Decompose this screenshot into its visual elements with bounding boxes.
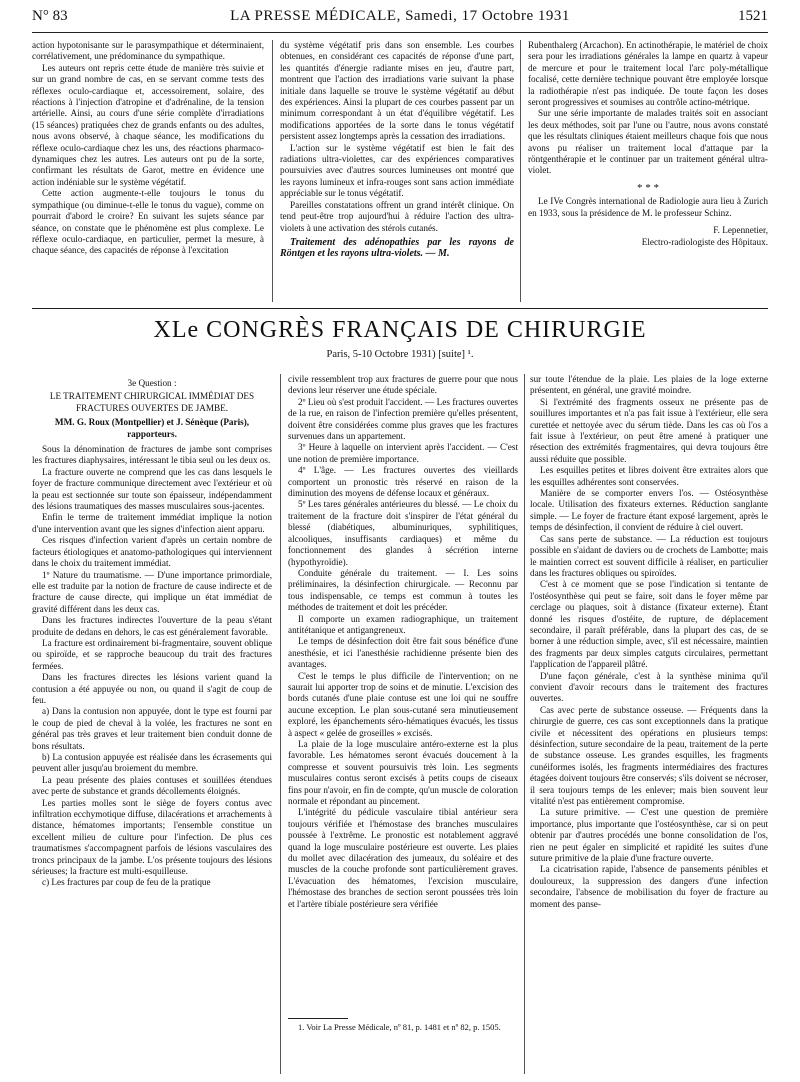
paragraph: Le temps de désinfection doit être fait sous bénéfice d'une anesthésie, et ici l'anesthésie rachidienne présente bien des avantages. [288,636,518,670]
paragraph: 3º Heure à laquelle on intervient après l'accident. — C'est une notion de première importance. [288,442,518,464]
footnote-rule [288,1018,348,1019]
paragraph: civile ressemblent trop aux fractures de guerre pour que nous devions leur réserver une étude spéciale. [288,374,518,396]
paragraph: La plaie de la loge musculaire antéro-externe est la plus favorable. Les hématomes seront évacués doucement à la compresse et souvent poursuivis très loin. Les segments musculaires contus seront excisés à petits coups de ciseaux fins pour n'avoir, en fin de compte, qu'un muscle de coloration normale et répondant au pincement. [288,739,518,807]
journal-title: LA PRESSE MÉDICALE, Samedi, 17 Octobre 1931 [230,8,570,24]
footnote-text: 1. Voir La Presse Médicale, nº 81, p. 1481 et nº 82, p. 1505. [298,1022,501,1032]
paragraph: C'est à ce moment que se pose l'indication si tentante de l'ostéosynthèse qui peut se faire, soit dans le foyer même par cerclage ou plaques, soit à distance (fixateur externe). Étant donné les risques d'ostéite, de rupture, de déplacement secondaire, il paraît préférable, dans la plupart des cas, de se borner à une réduction simple, avec, s'il est nécessaire, maintien des fragments par deux simples catguts circulaires, permettant l'application de l'appareil plâtré. [530,579,768,670]
paragraph: C'est le temps le plus difficile de l'intervention; on ne saurait lui apporter trop de soins et de minutie. L'excision des bords cutanés d'une plaie contuse est une loi qui ne souffre aucune exception. Le plan sous-cutané sera minutieusement exploré, les épanchements séro-hématiques évacués, les tissus à aspect « gelée de groseilles » excisés. [288,670,518,738]
paragraph: c) Les fractures par coup de feu de la pratique [42,877,211,888]
paragraph: La fracture ouverte ne comprend que les cas dans lesquels le foyer de fracture communique directement avec l'extérieur et où la peau est sectionnée sur toute son épaisseur, indépendamment des lésions traumatiques des masses musculaires sous-jacentes. [32,466,272,512]
header-rule [32,32,768,33]
column-divider [280,374,281,1074]
paragraph: 4º L'âge. — Les fractures ouvertes des vieillards comportent un pronostic très réservé en raison de la diminution des moyens de défense locaux et généraux. [288,465,518,499]
paragraph: Il comporte un examen radiographique, un traitement antitétanique et antigangreneux. [288,613,518,635]
separator-stars: * * * [637,181,659,194]
paragraph: Rubenthalerg (Arcachon). En actinothérapie, le matériel de choix sera pour les irradiations générales la lampe en quartz à vapeur de mercure et pour le traitement local l'arc poly-métallique focalisé, cette dernière technique pouvant être employée lorsque la radiothérapie n'est pas indiquée. De toute façon les doses seront progressives et soumises au contrôle actino-métrique. [528,40,768,108]
top-column-2 [280,40,514,302]
page-number: 1521 [738,8,768,24]
question-label: 3e Question : [127,378,177,388]
paragraph: 5º Les tares générales antérieures du blessé. — Le choix du traitement de la fracture doit s'inspirer de l'état général du blessé (diabétiques, albuminuriques, syphilitiques, alcooliques, insuffisants cardiaques) et même du fonctionnement des glandes à sécrétion interne (hypothyroïdie). [288,499,518,567]
paragraph: Cas sans perte de substance. — La réduction est toujours possible en s'aidant de daviers ou de crochets de Lambotte; mais le maintien correct est souvent difficile à réaliser, en particulier dans les fractures obliques ou spiroïdes. [530,533,768,578]
paragraph: Pareilles constatations offrent un grand intérêt clinique. On tend peut-être trop aujourd'hui à réduire l'action des ultra-violets à une activation des stérols cutanés. [280,199,514,233]
paragraph: action hypotonisante sur le parasympathique et déterminaient, corrélativement, une prédominance du sympathique. [32,40,264,62]
paragraph: D'une façon générale, c'est à la synthèse minima qu'il convient d'avoir recours dans le traitement des fractures ouvertes. [530,670,768,704]
paragraph: Cas avec perte de substance osseuse. — Fréquents dans la chirurgie de guerre, ces cas sont exceptionnels dans la pratique civile et nécessitent des opérations en plusieurs temps: désinfection, suture secondaire de la peau, traitement de la perte de substance osseuse. Les grandes esquilles, les fragments cunéiformes isolés, les fragments intermédiaires des fractures étagées doivent toujours être conservés; s'ils doivent se nécroser, il sera toujours temps de les enlever; mais bien souvent leur vitalité n'est pas entièrement compromise. [530,704,768,807]
top-column-3 [528,40,768,302]
bottom-column-1 [32,374,272,1074]
column-divider [272,40,273,302]
signature-name: F. Lepennetier, [713,225,768,236]
paragraph: L'intégrité du pédicule vasculaire tibial antérieur sera toujours vérifiée et l'hémostase des branches musculaires poussée à l'extrême. Le pronostic est notablement aggravé quand la loge musculaire postérieure est ouverte. Les plaies du mollet avec dilacération des jumeaux, du soléaire et des muscles de la couche profonde sont particulièrement graves. L'évacuation des hématomes, l'excision musculaire, l'hémostase des branches de section seront poussées très loin et l'artère tibiale postérieure sera vérifiée [288,807,518,909]
footnote [288,1022,518,1046]
paragraph: sur toute l'étendue de la plaie. Les plaies de la loge externe présentent, en général, une gravité moindre. [530,374,768,396]
top-column-1 [32,40,264,302]
bottom-column-3 [530,374,768,1074]
paragraph: a) Dans la contusion non appuyée, dont le type est fourni par le coup de pied de cheval à la volée, les fractures ne sont en général pas très graves et leur traitement bien conduit donne de bons résultats. [32,706,272,751]
congress-title: XLe CONGRÈS FRANÇAIS DE CHIRURGIE [153,317,647,343]
paragraph: Les esquilles petites et libres doivent être extraites alors que les esquilles adhérentes sont conservées. [530,465,768,487]
paragraph: Sur une série importante de malades traités soit en associant les deux méthodes, soit par l'une ou l'autre, nous avons constaté que les résultats cliniques étaient meilleurs chaque fois que nous avons pu réaliser un traitement local d'attaque par la röntgenthérapie et le continuer par un traitement général ultra-violet. [528,108,768,176]
congress-subtitle: Paris, 5-10 Octobre 1931) [suite] ¹. [326,349,474,360]
bottom-column-2 [288,374,518,1074]
article-title: LE TRAITEMENT CHIRURGICAL IMMÉDIAT DES FRACTURES OUVERTES DE JAMBE. [49,391,255,413]
paragraph: Cette action augmente-t-elle toujours le tonus du sympathique (ou diminue-t-elle le tonus du vague), comme on pourrait d'abord le croire? En suivant les sujets séance par séance, on constate que le phénomène est plus complexe. Le réflexe oculo-cardiaque, en particulier, permet la mesure, à chaque séance, des capacités de réponse à l'excitation [32,188,264,256]
issue-number: N° 83 [32,8,68,24]
paragraph: La peau présente des plaies contuses et souillées étendues avec perte de substance et grands décollements éloignés. [32,774,272,797]
paragraph: b) La contusion appuyée est réalisée dans les écrasements qui peuvent aller jusqu'au broiement du membre. [32,752,272,774]
column-divider [520,40,521,302]
paragraph: Si l'extrémité des fragments osseux ne présente pas de souillures importantes et n'a pas fait issue à l'extérieur, elle sera curettée et nettoyée avec du sérum tiède. Dans les cas où l'os a fait issue à l'extérieur, on peut être amené à pratiquer une résection des extrémités fragmentaires, qui devra toujours être aussi réduite que possible. [530,396,768,464]
article-authors: MM. G. Roux (Montpellier) et J. Sénèque (Paris), rapporteurs. [54,417,250,439]
paragraph: Sous la dénomination de fractures de jambe sont comprises les fractures diaphysaires, intéressant le tibia seul ou les deux os. [32,444,272,466]
paragraph: Manière de se comporter envers l'os. — Ostéosynthèse locale. Utilisation des fixateurs externes. Réduction sanglante simple. — Le foyer de fracture étant exposé largement, après le temps de désinfection, il convient de réduire à ciel ouvert. [530,488,768,533]
paragraph: La fracture est ordinairement bi-fragmentaire, souvent oblique ou spiroïde, et se rapproche beaucoup du trait des fractures fermées. [32,637,272,671]
paragraph: Les parties molles sont le siège de foyers contus avec infiltration ecchymotique diffuse, dilacérations et arrachements à distance, hématomes importants; l'ensemble constitue un excellent milieu de culture pour l'infection. De plus ces traumatismes s'accompagnent parfois de lésions vasculaires des troncs principaux de la jambe. L'os présente toujours des lésions sérieuses; la fracture est multi-esquilleuse. [32,797,272,877]
section-rule [32,308,768,309]
paragraph: Enfin le terme de traitement immédiat implique la notion d'une intervention avant que les signes d'infection aient apparu. [32,512,272,534]
paragraph: 2º Lieu où s'est produit l'accident. — Les fractures ouvertes de la rue, en raison de l'infection première qu'elles présentent, doivent être considérées comme plus graves que les fractures survenues dans un appartement. [288,396,518,442]
paragraph: Dans les fractures indirectes l'ouverture de la peau s'étant produite de dedans en dehors, le cas est généralement favorable. [32,615,272,637]
paragraph: Dans les fractures directes les lésions varient quand la contusion a été appuyée ou non, ou quand il s'agit de coup de feu. [32,672,272,705]
paragraph: Conduite générale du traitement. — I. Les soins préliminaires, la désinfection chirurgicale. — Reconnu par tous indispensable, ce temps est commun à toutes les méthodes de traitement et doit les précéder. [288,567,518,613]
section-heading: Traitement des adénopathies par les rayons de Röntgen et les rayons ultra-violets. — M. [280,236,514,260]
paragraph: du système végétatif pris dans son ensemble. Les courbes obtenues, en considérant ces capacités de réponse d'une part, les quantités d'énergie radiante mises en jeu, d'autre part, montrent que l'action des irradiations varie suivant la phase initiale dans laquelle se trouve le système végétatif au début des expériences. Ainsi la plupart de ces courbes passent par un minimum correspondant à un état d'équilibre végétatif. Les modifications apportées de la sorte dans le tonus végétatif persistent assez longtemps après la cessation des irradiations. [280,40,514,142]
paragraph: La suture primitive. — C'est une question de première importance, plus importante que l'ostéosynthèse, car si on peut obtenir par d'autres procédés une bonne consolidation de l'os, rien ne peut égaler en simplicité et rapidité les suites d'une suture primitive de la plaie d'une fracture ouverte. [530,807,768,864]
paragraph: L'action sur le système végétatif est bien le fait des radiations ultra-violettes, car des expériences comparatives poursuivies avec d'autres sources lumineuses ont montré que les rayons lumineux et infra-rouges sont sans action immédiate appréciable sur le tonus végétatif. [280,142,514,199]
signature-title: Electro-radiologiste des Hôpitaux. [641,236,768,247]
paragraph: La cicatrisation rapide, l'absence de pansements pénibles et douloureux, la suppression des dangers d'une infection secondaire, l'absence de mobilisation du foyer de fracture au moment des panse- [530,864,768,909]
paragraph: 1º Nature du traumatisme. — D'une importance primordiale, elle est traduite par la notion de fracture de cause indirecte et de fracture de cause directe, qui implique un état immédiat de gravité différent dans les deux cas. [32,569,272,614]
paragraph: Les auteurs ont repris cette étude de manière très suivie et sur un grand nombre de cas, en se servant comme tests des réflexes oculo-cardiaque et, accessoirement, solaire, des réactions à l'injection d'atropine et d'adrénaline, de la tension artérielle. Ainsi, au cours d'une série complète d'irradiations (15 séances) pratiquées chez de grands enfants ou des adultes, nous avons observé, à chaque séance, les modifications du réflexe oculo-cardiaque chez les uns, des réactions pharmaco-dynamiques chez les autres. Les auteurs ont pu de la sorte, confirmant les résultats de Garot, mettre en évidence une action indéniable sur le système végétatif. [32,62,264,187]
page-header [32,8,768,30]
paragraph: Le IVe Congrès international de Radiologie aura lieu à Zurich en 1933, sous la présidence de M. le professeur Schinz. [528,196,768,218]
paragraph: Ces risques d'infection varient d'après un certain nombre de facteurs étiologiques et anatomo-pathologiques qui interviennent dans le choix du traitement immédiat. [32,535,272,569]
column-divider [524,374,525,1074]
